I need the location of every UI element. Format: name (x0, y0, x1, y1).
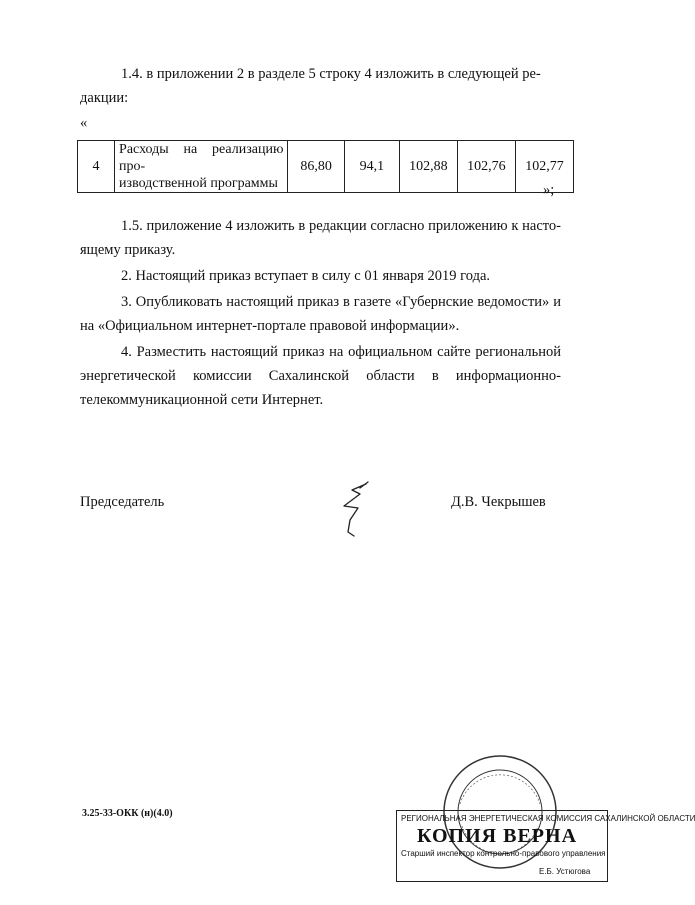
amendment-table (77, 140, 574, 193)
value-cell: 102,76 (457, 141, 515, 193)
paragraph-1-5-line-2: ящему приказу. (80, 242, 176, 258)
row-description-line-2: изводственной программы (119, 176, 278, 191)
row-description (115, 141, 288, 193)
value-cell: 102,88 (399, 141, 457, 193)
close-quote: »; (543, 182, 555, 198)
paragraph-3-line-2: на «Официальном интернет-портале правовой информации». (80, 318, 460, 334)
document-code: 3.25-33-ОКК (н)(4.0) (82, 808, 173, 819)
value-cell: 86,80 (288, 141, 344, 193)
paragraph-4-line-3: телекоммуникационной сети Интернет. (80, 392, 324, 408)
signatory-name: Д.В. Чекрышев (451, 494, 546, 510)
stamp-person: Е.Б. Устюгова (539, 867, 591, 876)
open-quote: « (80, 115, 88, 131)
paragraph-1-5-line-1: 1.5. приложение 4 изложить в редакции согласно приложению к насто- (121, 218, 561, 234)
signatory-role: Председатель (80, 494, 165, 510)
paragraph-2: 2. Настоящий приказ вступает в силу с 01 января 2019 года. (121, 268, 491, 284)
row-description-line-1: Расходы на реализацию про- (119, 142, 284, 174)
copy-certified-stamp (396, 810, 695, 882)
signature-icon (330, 480, 380, 540)
table-row (78, 141, 574, 193)
paragraph-4-line-1: 4. Разместить настоящий приказ на официальном сайте региональной (121, 344, 561, 360)
stamp-position: Старший инспектор контрольно-правового управления (401, 849, 606, 858)
paragraph-1-4-line-1: 1.4. в приложении 2 в разделе 5 строку 4 изложить в следующей ре- (121, 66, 541, 82)
value-cell: 94,1 (344, 141, 399, 193)
paragraph-3-line-1: 3. Опубликовать настоящий приказ в газете «Губернские ведомости» и (121, 294, 561, 310)
stamp-organization: РЕГИОНАЛЬНАЯ ЭНЕРГЕТИЧЕСКАЯ КОМИССИЯ САХАЛИНСКОЙ ОБЛАСТИ (401, 814, 695, 823)
paragraph-1-4-line-2: дакции: (80, 90, 129, 106)
paragraph-4-line-2: энергетической комиссии Сахалинской области в информационно- (80, 368, 561, 384)
row-index: 4 (78, 141, 115, 193)
value-cell: 102,77 (515, 141, 573, 193)
stamp-title: КОПИЯ ВЕРНА (417, 825, 578, 847)
